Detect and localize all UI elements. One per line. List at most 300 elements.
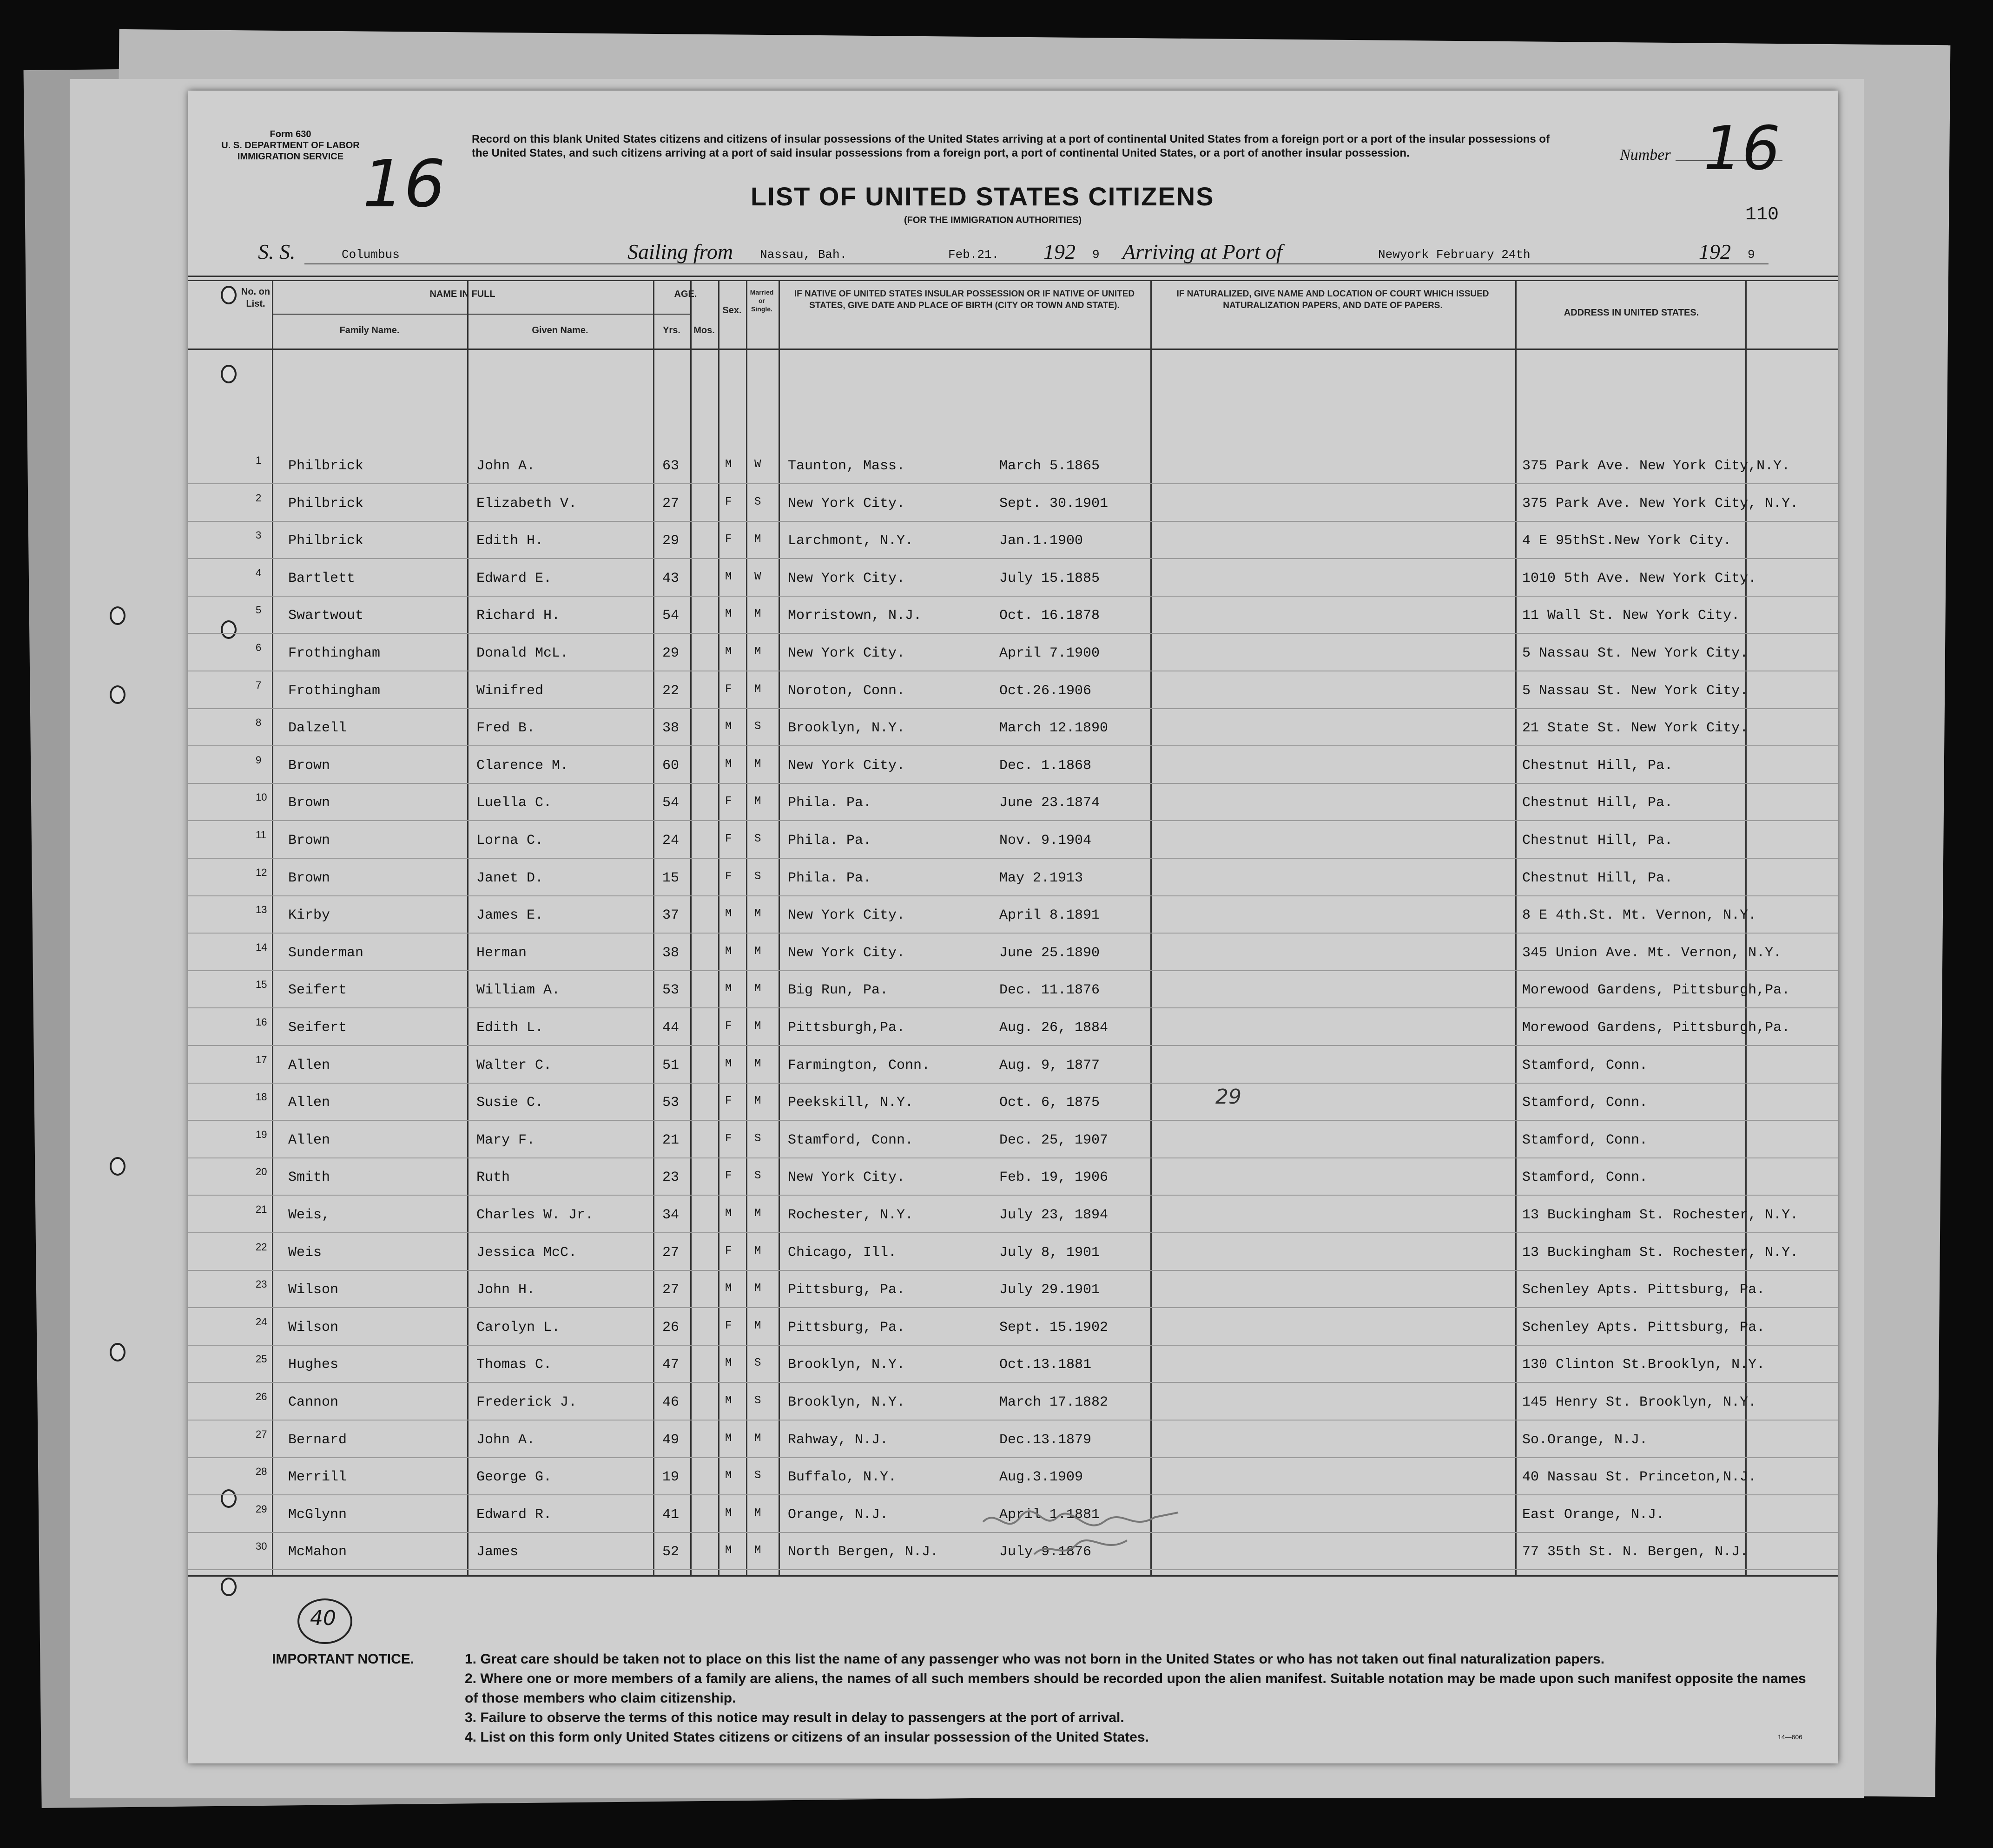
birth-place: New York City. <box>788 757 905 774</box>
birth-date: Aug. 9, 1877 <box>999 1057 1100 1073</box>
sex: M <box>725 1394 732 1407</box>
family-name: Weis, <box>288 1207 330 1223</box>
marital-status: M <box>754 795 761 808</box>
manifest-sheet <box>188 91 1838 1763</box>
family-name: Allen <box>288 1132 330 1148</box>
row-number: 25 <box>256 1353 267 1365</box>
birth-date: June 23.1874 <box>999 795 1100 811</box>
marital-status: M <box>754 1506 761 1519</box>
marital-status: M <box>754 1095 761 1108</box>
family-name: Wilson <box>288 1282 339 1298</box>
birth-place: Orange, N.J. <box>788 1506 889 1523</box>
sex: F <box>725 1020 732 1033</box>
header-given-name: Given Name. <box>532 325 588 335</box>
birth-date: April 8.1891 <box>999 908 1100 924</box>
birth-date: Dec. 25, 1907 <box>999 1132 1109 1148</box>
marital-status: M <box>754 1432 761 1445</box>
us-address: 21 State St. New York City. <box>1522 720 1749 737</box>
family-name: Wilson <box>288 1319 339 1335</box>
us-address: Chestnut Hill, Pa. <box>1522 870 1673 886</box>
notice-items <box>465 1650 1813 1747</box>
table-top-rule <box>188 276 1838 277</box>
age-years: 21 <box>662 1132 680 1148</box>
birth-place: Brooklyn, N.Y. <box>788 720 905 737</box>
age-years: 27 <box>662 1282 680 1298</box>
sex: M <box>725 1282 732 1295</box>
row-number: 19 <box>256 1128 267 1140</box>
table-bottom-rule <box>188 1575 1838 1577</box>
notice-item: 1. Great care should be taken not to place on this list the name of any passenger who was not born in the United States or who has not taken out final naturalization papers. <box>465 1651 1605 1667</box>
birth-date: July 8, 1901 <box>999 1244 1100 1261</box>
family-name: Seifert <box>288 1020 347 1036</box>
header-mos: Mos. <box>693 325 715 335</box>
print-code: 14—606 <box>1778 1733 1802 1741</box>
sex: F <box>725 833 732 845</box>
row-number: 5 <box>256 604 262 616</box>
service-name: IMMIGRATION SERVICE <box>237 151 344 162</box>
family-name: Philbrick <box>288 533 364 549</box>
family-name: Philbrick <box>288 495 364 512</box>
family-name: Frothingham <box>288 683 381 699</box>
family-name: Brown <box>288 757 330 774</box>
given-name: Thomas C. <box>476 1357 552 1373</box>
signature-scribble <box>978 1503 1183 1564</box>
sailing-from-label: Sailing from <box>627 240 733 263</box>
us-address: Chestnut Hill, Pa. <box>1522 833 1673 848</box>
marital-status: S <box>754 1132 761 1145</box>
family-name: Brown <box>288 870 330 886</box>
table-row <box>188 633 1838 671</box>
department-name: U. S. DEPARTMENT OF LABOR <box>221 140 360 151</box>
header-no-on-list: No. on List. <box>241 287 271 309</box>
sex: F <box>725 1095 732 1108</box>
marital-status: M <box>754 908 761 921</box>
age-years: 53 <box>662 1095 680 1111</box>
birth-date: March 5.1865 <box>999 458 1100 474</box>
age-years: 29 <box>662 533 680 549</box>
page-subtitle: (FOR THE IMMIGRATION AUTHORITIES) <box>904 215 1082 225</box>
sex: F <box>725 1244 732 1257</box>
birth-place: Noroton, Conn. <box>788 683 905 699</box>
us-address: 11 Wall St. New York City. <box>1522 608 1740 624</box>
birth-date: Sept. 15.1902 <box>999 1319 1109 1335</box>
row-number: 13 <box>256 904 267 916</box>
age-years: 44 <box>662 1020 680 1036</box>
us-address: Chestnut Hill, Pa. <box>1522 757 1673 774</box>
us-address: Schenley Apts. Pittsburg, Pa. <box>1522 1282 1765 1298</box>
given-name: James <box>476 1544 519 1560</box>
marital-status: M <box>754 645 761 658</box>
header-birth: IF NATIVE OF UNITED STATES INSULAR POSSESSION OR IF NATIVE OF UNITED STATES, GIVE DATE AND PLACE OF BIRTH (CITY OR TOWN AND STATE). <box>794 289 1135 310</box>
given-name: Donald McL. <box>476 645 569 661</box>
us-address: 345 Union Ave. Mt. Vernon, N.Y. <box>1522 945 1782 961</box>
table-row <box>188 1157 1838 1196</box>
marital-status: M <box>754 1057 761 1070</box>
family-name: Dalzell <box>288 720 347 737</box>
age-years: 60 <box>662 757 680 774</box>
row-number: 23 <box>256 1278 267 1290</box>
marital-status: S <box>754 495 761 508</box>
birth-date: May 2.1913 <box>999 870 1083 886</box>
birth-place: New York City. <box>788 945 905 961</box>
marital-status: S <box>754 1469 761 1482</box>
row-number: 22 <box>256 1241 267 1253</box>
given-name: John A. <box>476 458 535 474</box>
us-address: 130 Clinton St.Brooklyn, N.Y. <box>1522 1357 1765 1373</box>
sailing-date: Feb.21. <box>948 248 999 262</box>
birth-place: Brooklyn, N.Y. <box>788 1357 905 1373</box>
birth-date: Oct. 16.1878 <box>999 608 1100 624</box>
family-name: Seifert <box>288 982 347 999</box>
given-name: Walter C. <box>476 1057 552 1073</box>
sex: F <box>725 533 732 546</box>
table-row <box>188 559 1838 597</box>
table-row <box>188 746 1838 784</box>
birth-date: Dec. 1.1868 <box>999 757 1092 774</box>
birth-date: Oct.26.1906 <box>999 683 1092 699</box>
given-name: Herman <box>476 945 527 961</box>
birth-place: Farmington, Conn. <box>788 1057 931 1073</box>
family-name: Allen <box>288 1095 330 1111</box>
sex: F <box>725 870 732 883</box>
birth-place: Rahway, N.J. <box>788 1432 889 1448</box>
table-row <box>188 1083 1838 1121</box>
marital-status: S <box>754 833 761 845</box>
table-row <box>188 1008 1838 1046</box>
birth-place: New York City. <box>788 570 905 586</box>
given-name: Mary F. <box>476 1132 535 1148</box>
us-address: Morewood Gardens, Pittsburgh,Pa. <box>1522 982 1790 999</box>
age-years: 37 <box>662 908 680 924</box>
table-row <box>188 933 1838 971</box>
birth-date: July 23, 1894 <box>999 1207 1109 1223</box>
birth-date: March 17.1882 <box>999 1394 1109 1410</box>
row-number: 27 <box>256 1428 267 1440</box>
ss-label: S. S. <box>258 240 296 263</box>
arriving-year-prefix: 192 <box>1699 240 1731 263</box>
given-name: Edward R. <box>476 1506 552 1523</box>
sex: M <box>725 1432 732 1445</box>
given-name: Winifred <box>476 683 544 699</box>
table-row <box>188 708 1838 746</box>
age-years: 27 <box>662 1244 680 1261</box>
sex: M <box>725 1506 732 1519</box>
sex: M <box>725 720 732 733</box>
arriving-year-digit: 9 <box>1748 248 1755 262</box>
family-name: Hughes <box>288 1357 339 1373</box>
given-name: Richard H. <box>476 608 561 624</box>
row-number: 7 <box>256 679 262 691</box>
us-address: Stamford, Conn. <box>1522 1170 1648 1186</box>
marital-status: M <box>754 683 761 696</box>
birth-date: Dec. 11.1876 <box>999 982 1100 999</box>
handwritten-sheet-number: 16 <box>363 146 446 222</box>
table-row <box>188 858 1838 896</box>
sex: M <box>725 608 732 621</box>
us-address: 8 E 4th.St. Mt. Vernon, N.Y. <box>1522 908 1757 924</box>
birth-date: Feb. 19, 1906 <box>999 1170 1109 1186</box>
header-name-in-full: NAME IN FULL <box>429 289 495 299</box>
birth-place: Morristown, N.J. <box>788 608 922 624</box>
age-years: 38 <box>662 945 680 961</box>
given-name: George G. <box>476 1469 552 1486</box>
row-number: 6 <box>256 642 262 653</box>
given-name: Frederick J. <box>476 1394 577 1410</box>
row-number: 16 <box>256 1016 267 1028</box>
us-address: So.Orange, N.J. <box>1522 1432 1648 1448</box>
marital-status: S <box>754 1170 761 1183</box>
table-row <box>188 1308 1838 1346</box>
birth-date: Aug. 26, 1884 <box>999 1020 1109 1036</box>
given-name: Janet D. <box>476 870 544 886</box>
family-name: Swartwout <box>288 608 364 624</box>
sex: F <box>725 1319 732 1332</box>
us-address: 375 Park Ave. New York City, N.Y. <box>1522 495 1799 512</box>
birth-place: Taunton, Mass. <box>788 458 905 474</box>
us-address: 13 Buckingham St. Rochester, N.Y. <box>1522 1244 1799 1261</box>
marital-status: S <box>754 720 761 733</box>
birth-place: Chicago, Ill. <box>788 1244 897 1261</box>
arriving-label: Arriving at Port of <box>1122 240 1282 263</box>
family-name: Cannon <box>288 1394 339 1410</box>
sex: M <box>725 570 732 583</box>
us-address: 375 Park Ave. New York City,N.Y. <box>1522 458 1790 474</box>
age-years: 54 <box>662 795 680 811</box>
table-row <box>188 1233 1838 1271</box>
given-name: Clarence M. <box>476 757 569 774</box>
header-bottom-rule <box>188 349 1838 350</box>
header-married-single: Married or Single. <box>750 289 774 313</box>
punch-hole <box>221 1578 237 1596</box>
birth-date: Nov. 9.1904 <box>999 833 1092 848</box>
birth-place: New York City. <box>788 908 905 924</box>
age-years: 52 <box>662 1544 680 1560</box>
given-name: Edith L. <box>476 1020 544 1036</box>
table-row <box>188 783 1838 821</box>
us-address: Schenley Apts. Pittsburg, Pa. <box>1522 1319 1765 1335</box>
birth-date: July 9.1876 <box>999 1544 1092 1560</box>
us-address: 4 E 95thSt.New York City. <box>1522 533 1732 549</box>
us-address: 145 Henry St. Brooklyn, N.Y. <box>1522 1394 1757 1410</box>
row-number: 8 <box>256 717 262 729</box>
row-number: 17 <box>256 1053 267 1065</box>
birth-place: Phila. Pa. <box>788 870 872 886</box>
family-name: Bernard <box>288 1432 347 1448</box>
birth-place: Phila. Pa. <box>788 795 872 811</box>
marital-status: S <box>754 870 761 883</box>
punch-hole <box>221 286 237 304</box>
family-name: Bartlett <box>288 570 356 586</box>
given-name: Ruth <box>476 1170 510 1186</box>
birth-date: June 25.1890 <box>999 945 1100 961</box>
notice-item: 3. Failure to observe the terms of this notice may result in delay to passengers at the port of arrival. <box>465 1710 1124 1725</box>
binder-hole <box>110 685 125 704</box>
marital-status: S <box>754 1394 761 1407</box>
sex: M <box>725 1207 732 1220</box>
sex: F <box>725 1170 732 1183</box>
us-address: Stamford, Conn. <box>1522 1095 1648 1111</box>
row-number: 14 <box>256 941 267 953</box>
header-address: ADDRESS IN UNITED STATES. <box>1564 308 1699 318</box>
marital-status: M <box>754 533 761 546</box>
birth-place: New York City. <box>788 1170 905 1186</box>
name-subheader-rule <box>272 314 690 315</box>
us-address: 77 35th St. N. Bergen, N.J. <box>1522 1544 1749 1560</box>
row-number: 1 <box>256 454 262 466</box>
sex: M <box>725 458 732 471</box>
handwritten-number: 16 <box>1703 113 1781 184</box>
birth-place: Big Run, Pa. <box>788 982 889 999</box>
given-name: James E. <box>476 908 544 924</box>
row-number: 26 <box>256 1391 267 1402</box>
given-name: William A. <box>476 982 561 999</box>
marital-status: M <box>754 982 761 995</box>
punch-hole <box>221 365 237 383</box>
sailing-port: Nassau, Bah. <box>760 248 847 262</box>
sex: M <box>725 1057 732 1070</box>
family-name: Weis <box>288 1244 322 1261</box>
birth-place: Rochester, N.Y. <box>788 1207 914 1223</box>
birth-place: Buffalo, N.Y. <box>788 1469 897 1486</box>
sex: M <box>725 908 732 921</box>
page-title: LIST OF UNITED STATES CITIZENS <box>751 182 1214 211</box>
age-years: 23 <box>662 1170 680 1186</box>
binder-hole <box>110 1343 125 1361</box>
family-name: Brown <box>288 795 330 811</box>
us-address: Stamford, Conn. <box>1522 1057 1648 1073</box>
binder-hole <box>110 1157 125 1176</box>
age-years: 15 <box>662 870 680 886</box>
age-years: 19 <box>662 1469 680 1486</box>
sailing-year-prefix: 192 <box>1043 240 1076 263</box>
family-name: Merrill <box>288 1469 347 1486</box>
age-years: 49 <box>662 1432 680 1448</box>
us-address: Morewood Gardens, Pittsburgh,Pa. <box>1522 1020 1790 1036</box>
birth-place: Peekskill, N.Y. <box>788 1095 914 1111</box>
age-years: 38 <box>662 720 680 737</box>
notice-item: 2. Where one or more members of a family are aliens, the names of all such members should be recorded upon the alien manifest. Suitable notation may be made upon such manifest opposite the names of those members who claim citizenship. <box>465 1671 1806 1706</box>
birth-place: Pittsburgh,Pa. <box>788 1020 905 1036</box>
table-row <box>188 895 1838 934</box>
marital-status: M <box>754 1319 761 1332</box>
row-number: 12 <box>256 866 267 878</box>
given-name: Carolyn L. <box>476 1319 561 1335</box>
birth-place: Pittsburg, Pa. <box>788 1282 905 1298</box>
age-years: 63 <box>662 458 680 474</box>
row-number: 4 <box>256 566 262 579</box>
birth-place: Phila. Pa. <box>788 833 872 848</box>
sex: M <box>725 757 732 770</box>
birth-date: Sept. 30.1901 <box>999 495 1109 512</box>
age-years: 34 <box>662 1207 680 1223</box>
birth-date: Oct.13.1881 <box>999 1357 1092 1373</box>
birth-place: Brooklyn, N.Y. <box>788 1394 905 1410</box>
table-row <box>188 1420 1838 1458</box>
marital-status: W <box>754 570 761 583</box>
row-number: 24 <box>256 1315 267 1328</box>
family-name: Philbrick <box>288 458 364 474</box>
binder-hole <box>110 606 125 625</box>
us-address: 5 Nassau St. New York City. <box>1522 683 1749 699</box>
birth-date: March 12.1890 <box>999 720 1109 737</box>
table-row <box>188 1270 1838 1308</box>
table-row <box>188 446 1838 484</box>
table-row <box>188 1120 1838 1158</box>
table-row <box>188 821 1838 859</box>
marital-status: M <box>754 1207 761 1220</box>
notice-heading: IMPORTANT NOTICE. <box>272 1651 415 1667</box>
age-years: 26 <box>662 1319 680 1335</box>
table-row <box>188 970 1838 1008</box>
table-top-rule-2 <box>188 280 1838 281</box>
given-name: Charles W. Jr. <box>476 1207 594 1223</box>
given-name: Luella C. <box>476 795 552 811</box>
arriving-port: Newyork February 24th <box>1378 248 1531 262</box>
sex: F <box>725 795 732 808</box>
given-name: John A. <box>476 1432 535 1448</box>
circled-mark-text: 40 <box>310 1606 336 1630</box>
form-number: Form 630 <box>270 129 311 139</box>
form-identifier <box>221 129 360 162</box>
age-years: 22 <box>662 683 680 699</box>
birth-date: Jan.1.1900 <box>999 533 1083 549</box>
marital-status: M <box>754 945 761 958</box>
us-address: Stamford, Conn. <box>1522 1132 1648 1148</box>
age-years: 24 <box>662 833 680 848</box>
birth-date: Dec.13.1879 <box>999 1432 1092 1448</box>
family-name: Sunderman <box>288 945 364 961</box>
birth-place: Stamford, Conn. <box>788 1132 914 1148</box>
sex: M <box>725 1357 732 1370</box>
age-years: 53 <box>662 982 680 999</box>
header-age: AGE. <box>674 289 697 299</box>
age-years: 51 <box>662 1057 680 1073</box>
marital-status: M <box>754 608 761 621</box>
age-years: 46 <box>662 1394 680 1410</box>
row-number: 21 <box>256 1204 267 1215</box>
row-number: 29 <box>256 1503 267 1515</box>
given-name: John H. <box>476 1282 535 1298</box>
table-row <box>188 1046 1838 1084</box>
number-label: Number <box>1620 146 1671 164</box>
birth-date: April 1.1881 <box>999 1506 1100 1523</box>
row-number: 2 <box>256 492 262 504</box>
table-row <box>188 596 1838 634</box>
birth-date: Aug.3.1909 <box>999 1469 1083 1486</box>
sex: M <box>725 1469 732 1482</box>
family-name: Kirby <box>288 908 330 924</box>
us-address: 1010 5th Ave. New York City. <box>1522 570 1757 586</box>
given-name: Edward E. <box>476 570 552 586</box>
marital-status: M <box>754 1244 761 1257</box>
header-family-name: Family Name. <box>339 325 400 335</box>
handwritten-annotation: 29 <box>1215 1085 1241 1109</box>
age-years: 41 <box>662 1506 680 1523</box>
notice-item: 4. List on this form only United States citizens or citizens of an insular possession of the United States. <box>465 1730 1149 1745</box>
birth-date: Oct. 6, 1875 <box>999 1095 1100 1111</box>
marital-status: S <box>754 1357 761 1370</box>
row-number: 3 <box>256 529 262 541</box>
birth-place: New York City. <box>788 645 905 661</box>
family-name: Allen <box>288 1057 330 1073</box>
age-years: 54 <box>662 608 680 624</box>
marital-status: M <box>754 1282 761 1295</box>
ship-name: Columbus <box>342 248 400 262</box>
given-name: Edith H. <box>476 533 544 549</box>
table-row <box>188 484 1838 522</box>
row-number: 15 <box>256 979 267 991</box>
given-name: Jessica McC. <box>476 1244 577 1261</box>
